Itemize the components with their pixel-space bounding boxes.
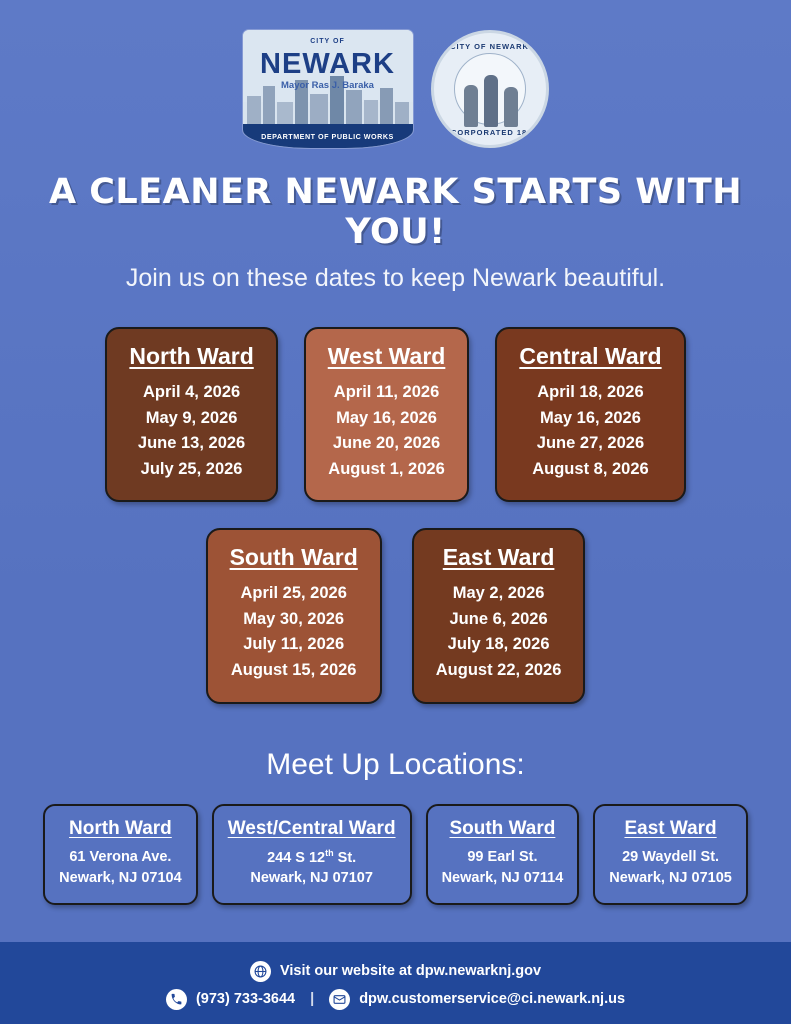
ward-date: July 25, 2026 <box>140 459 243 478</box>
ward-date: July 18, 2026 <box>447 635 550 654</box>
location-title: North Ward <box>69 817 172 839</box>
logo-mayor-text: Mayor Ras J. Baraka <box>281 80 374 91</box>
ward-date: August 22, 2026 <box>435 660 562 679</box>
seal-figure-right <box>504 87 518 127</box>
email-icon <box>329 989 350 1010</box>
seal-figure-left <box>464 85 478 127</box>
location-citystate: Newark, NJ 07105 <box>609 869 732 886</box>
ward-date: April 25, 2026 <box>240 584 347 603</box>
footer-website-line <box>250 961 541 982</box>
ward-title: North Ward <box>129 343 254 369</box>
ward-date: April 11, 2026 <box>333 383 440 401</box>
ward-date: August 8, 2026 <box>532 459 649 478</box>
footer-email-text[interactable]: dpw.customerservice@ci.newark.nj.us <box>359 991 626 1007</box>
location-card-east <box>593 804 748 906</box>
ward-card-west <box>304 327 470 502</box>
location-citystate: Newark, NJ 07104 <box>59 869 182 886</box>
ward-date: June 6, 2026 <box>449 609 548 628</box>
ward-card-central <box>495 327 685 502</box>
footer-website-text[interactable]: Visit our website at dpw.newarknj.gov <box>279 963 542 979</box>
page-subtitle: Join us on these dates to keep Newark beautiful. <box>125 264 666 292</box>
location-title: West/Central Ward <box>227 817 396 839</box>
meetup-section-title: Meet Up Locations: <box>266 747 525 781</box>
logo-newark-text: NEWARK <box>260 48 395 80</box>
location-street-ordinal: th <box>325 847 334 858</box>
location-citystate: Newark, NJ 07107 <box>250 870 373 887</box>
location-street: 99 Earl St. <box>467 848 538 865</box>
ward-date: May 16, 2026 <box>540 408 641 427</box>
ward-date: April 4, 2026 <box>142 383 241 401</box>
footer-contact-line <box>166 989 625 1010</box>
ward-card-south <box>206 528 382 703</box>
newark-dpw-logo <box>243 30 413 148</box>
ward-date: May 16, 2026 <box>336 408 437 427</box>
location-street-number: 244 S 12 <box>267 849 326 866</box>
globe-icon <box>250 961 271 982</box>
footer-phone-text[interactable]: (973) 733-3644 <box>195 991 296 1007</box>
ward-date: July 11, 2026 <box>243 635 345 654</box>
seal-top-text: CITY OF NEWARK <box>450 42 529 51</box>
logo-city-of-text: CITY OF <box>310 38 345 45</box>
logo-department-text: DEPARTMENT OF PUBLIC WORKS <box>261 131 394 141</box>
location-card-north <box>43 804 198 906</box>
meetup-locations-row <box>0 804 791 906</box>
ward-date: June 20, 2026 <box>332 434 441 453</box>
ward-card-east <box>412 528 586 703</box>
location-street-suffix: St. <box>333 849 357 866</box>
phone-icon <box>166 989 187 1010</box>
logo-department-bar <box>243 124 413 148</box>
ward-date: April 18, 2026 <box>537 383 644 401</box>
ward-title: West Ward <box>327 343 446 369</box>
location-citystate: Newark, NJ 07114 <box>441 869 564 886</box>
ward-date: August 15, 2026 <box>230 660 357 679</box>
seal-bottom-text: INCORPORATED 1836 <box>441 128 538 137</box>
footer-contact-bar <box>0 942 791 1024</box>
ward-date: May 30, 2026 <box>243 609 345 628</box>
ward-date: May 2, 2026 <box>452 584 545 603</box>
seal-figure-center <box>484 75 498 127</box>
location-title: East Ward <box>624 817 717 839</box>
ward-date: June 13, 2026 <box>137 434 246 453</box>
ward-title: Central Ward <box>519 343 662 369</box>
ward-date: August 1, 2026 <box>328 459 445 478</box>
ward-row-bottom <box>0 528 791 703</box>
footer-separator: | <box>310 991 315 1007</box>
location-card-south <box>426 804 580 906</box>
location-card-west-central <box>212 804 412 906</box>
location-street: 29 Waydell St. <box>622 848 720 865</box>
logo-row <box>0 0 791 148</box>
page-title: A CLEANER NEWARK STARTS WITH YOU! <box>48 172 743 252</box>
ward-date: June 27, 2026 <box>536 434 645 453</box>
city-seal-logo <box>431 30 549 148</box>
ward-card-north <box>105 327 277 502</box>
location-street: 61 Verona Ave. <box>69 848 172 865</box>
location-street <box>228 847 396 869</box>
ward-title: East Ward <box>442 544 555 571</box>
ward-row-top <box>0 327 791 502</box>
ward-date: May 9, 2026 <box>145 408 238 427</box>
ward-title: South Ward <box>229 544 358 571</box>
location-title: South Ward <box>449 817 556 839</box>
